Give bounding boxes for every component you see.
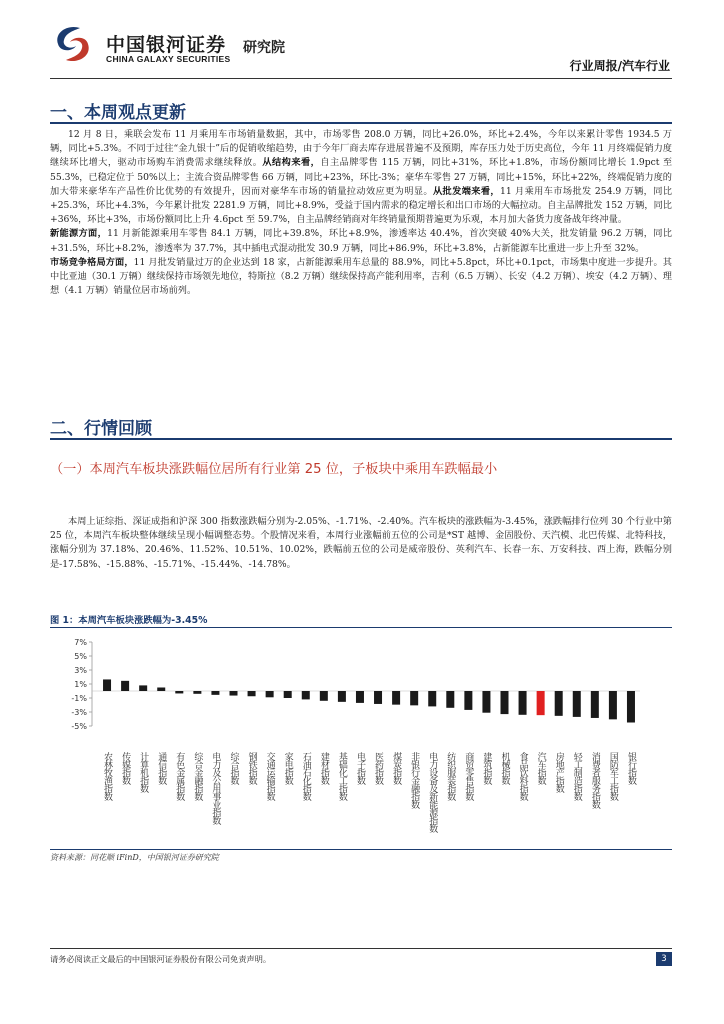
y-tick-label: -5%: [71, 722, 87, 731]
x-category-label: 传媒指数: [120, 752, 131, 784]
figure-title-divider: [50, 627, 672, 628]
x-category-label: 基础化工指数: [336, 752, 347, 800]
section-1-heading: 一、本周观点更新: [50, 103, 186, 123]
x-category-label: 综合金融指数: [192, 752, 203, 800]
chart-bar: [211, 691, 219, 695]
x-category-label: 电力设备及新能源指数: [427, 752, 438, 832]
figure-bottom-divider: [50, 849, 672, 850]
x-category-label: 交通运输指数: [264, 752, 275, 800]
x-category-label: 国防军工指数: [607, 752, 618, 800]
chart-bar: [573, 691, 581, 717]
paragraph-emphasis: 从结构来看，: [262, 157, 321, 169]
y-tick-label: -3%: [71, 708, 87, 717]
chart-bar: [591, 691, 599, 718]
figure-title: 图 1：本周汽车板块涨跌幅为-3.45%: [50, 615, 208, 626]
galaxy-logo-icon: [50, 22, 96, 66]
y-tick-label: -1%: [71, 694, 87, 703]
section-1-divider: [50, 122, 672, 124]
y-tick-label: 3%: [74, 666, 87, 675]
x-category-label: 食品饮料指数: [517, 752, 528, 800]
chart-bar: [121, 681, 129, 691]
chart-bar: [374, 691, 382, 704]
sector-change-bar-chart: [50, 632, 672, 846]
chart-bar: [248, 691, 256, 696]
chart-bar: [266, 691, 274, 697]
x-category-label: 纺织服装指数: [445, 752, 456, 800]
x-category-label: 钢铁指数: [246, 752, 257, 784]
chart-bar: [157, 688, 165, 692]
x-category-label: 建材指数: [318, 752, 329, 784]
chart-bar: [609, 691, 617, 719]
chart-bar: [501, 691, 509, 714]
chart-bar: [338, 691, 346, 702]
x-category-label: 农林牧渔指数: [102, 752, 113, 800]
x-category-label: 煤炭指数: [391, 752, 402, 784]
chart-bar: [356, 691, 364, 703]
y-tick-label: 5%: [74, 652, 87, 661]
report-category: 行业周报/汽车行业: [569, 59, 670, 73]
chart-bar: [103, 679, 111, 691]
x-category-label: 石油石化指数: [300, 752, 311, 800]
paragraph-emphasis: 从批发端来看，: [432, 185, 501, 197]
footer-divider: [50, 948, 672, 949]
subsection-heading: （一）本周汽车板块涨跌幅位居所有行业第 25 位，子板块中乘用车跌幅最小: [50, 462, 498, 477]
header-divider: [50, 78, 672, 79]
chart-bar: [627, 691, 635, 723]
y-tick-label: 7%: [74, 638, 87, 647]
x-category-label: 房地产指数: [553, 752, 564, 792]
paragraph-text: 自主品牌零售 115 万辆，同比+31%，环比+1.8%，市场份额同比增长 1.9pct 至 55.3%，已稳定位于 50%以上；主流合资品牌零售 66 万辆，同比+23%，环比-3%；豪华车零售 27 万辆，同比+15%，环比+22%，终端促销力度的加大带来豪华车产品性价比优势的有效提升，因而对豪华车市场的销量拉动效应更为明显。: [50, 157, 673, 197]
paragraph-text: 11 月批发销量过万的企业达到 18 家，占新能源乘用车总量的 88.9%，同比+5.8pct，环比+0.1pct，市场集中度进一步提升。其中比亚迪（30.1 万辆）继续保持市场领先地位，特斯拉（8.2 万辆）继续保持高产能利用率，吉利（6.5 万辆）、长安（4.2 万辆）、埃安（4.2 万辆）、理想（4.1 万辆）销量位居市场前列。: [50, 256, 672, 297]
section-2-heading: 二、行情回顾: [50, 419, 152, 439]
footer-disclaimer: 请务必阅读正文最后的中国银河证券股份有限公司免责声明。: [50, 954, 272, 964]
x-category-label: 消费者服务指数: [589, 752, 600, 808]
page-number: 3: [656, 952, 672, 966]
x-category-label: 医药指数: [373, 752, 384, 784]
chart-bar: [193, 691, 201, 694]
institute-label: 研究院: [243, 40, 285, 56]
x-category-label: 家电指数: [282, 752, 293, 784]
x-category-label: 轻工制造指数: [571, 752, 582, 800]
chart-bar: [139, 685, 147, 691]
x-category-label: 电力及公用事业指数: [210, 752, 221, 824]
chart-bar: [464, 691, 472, 710]
x-category-label: 综合指数: [228, 752, 239, 784]
x-category-label: 银行指数: [625, 752, 636, 784]
y-tick-label: 1%: [74, 680, 87, 689]
chart-bar: [555, 691, 563, 716]
chart-bar: [537, 691, 545, 715]
x-category-label: 机械指数: [499, 752, 510, 784]
x-category-label: 有色金属指数: [174, 752, 185, 800]
x-category-label: 建筑指数: [481, 752, 492, 784]
chart-bar: [284, 691, 292, 698]
chart-bar: [519, 691, 527, 715]
section-1-paragraph: [50, 128, 672, 298]
paragraph-text: 12 月 8 日，乘联会发布 11 月乘用车市场销量数据，其中，市场零售 208.0 万辆，同比+26.0%，环比+2.4%，今年以来累计零售 1934.5 万辆，同比+5.3%。不同于过往“金九银十”后的促销收缩趋势，由于今年厂商去库存进展普遍不及预期，库存压力处于历史高位，今年 11 月终端促销力度继续环比增大，驱动市场购车消费需求继续释放。: [50, 129, 672, 169]
chart-bar: [482, 691, 490, 713]
x-category-label: 计算机指数: [138, 752, 149, 792]
paragraph-text: 11 月新能源乘用车零售 84.1 万辆，同比+39.8%，环比+8.9%，渗透率达 40.4%，首次突破 40%大关，批发销量 96.2 万辆，同比+31.5%，环比+8.2%，渗透率为 37.7%，其中插电式混动批发 30.9 万辆，同比+86.9%，环比+3.8%，占新能源车比重进一步上升至 32%。: [50, 228, 673, 254]
x-category-label: 商贸零售指数: [463, 752, 474, 800]
brand-name-en: CHINA GALAXY SECURITIES: [106, 54, 231, 64]
x-category-label: 电子指数: [354, 752, 365, 784]
chart-bar: [175, 691, 183, 693]
paragraph-text: 11 月乘用车市场批发 254.9 万辆，同比+25.3%，环比+4.3%，今年累计批发 2281.9 万辆，同比+8.9%，受益于国内需求的稳定增长和出口市场的大幅拉动。自主品牌批发 152 万辆，同比+36%，环比+3%，市场份额同比上升 4.6pct 至 59.7%，自主品牌经销商对年终销量预期普遍更为乐观，本月加大备货力度备战年终冲量。: [50, 185, 673, 226]
section-2-paragraph: 本周上证综指、深证成指和沪深 300 指数涨跌幅分别为-2.05%、-1.71%、-2.40%。汽车板块的涨跌幅为-3.45%，涨跌幅排行位列 30 个行业中第 25 位，本周汽车板块整体继续呈现小幅调整态势。个股情况来看，本周行业涨幅前五位的公司是*ST 越博、金固股份、天汽模、北巴传媒、北特科技，涨幅分别为 37.18%、20.46%、11.52%、10.51%、10.02%，跌幅前五位的公司是威帝股份、英利汽车、长春一东、万安科技、西上海，跌幅分别是-17.58%、-15.88%、-15.71%、-15.44%、-14.78%。: [50, 516, 672, 570]
chart-bar: [392, 691, 400, 705]
brand-name-cn: 中国银河证券: [106, 34, 227, 56]
figure-source: 资料来源：同花顺 iFinD，中国银河证券研究院: [50, 853, 219, 862]
chart-bar: [302, 691, 310, 699]
chart-bar: [446, 691, 454, 708]
chart-bar: [428, 691, 436, 706]
paragraph-emphasis: 新能源方面，: [50, 228, 108, 240]
paragraph-emphasis: 市场竞争格局方面，: [50, 256, 134, 268]
chart-bar: [230, 691, 238, 696]
chart-bar: [320, 691, 328, 701]
section-2-divider: [50, 438, 672, 440]
chart-bar: [410, 691, 418, 705]
x-category-label: 汽车指数: [535, 752, 546, 784]
x-category-label: 通信指数: [156, 752, 167, 784]
x-category-label: 非银行金融指数: [409, 752, 420, 808]
